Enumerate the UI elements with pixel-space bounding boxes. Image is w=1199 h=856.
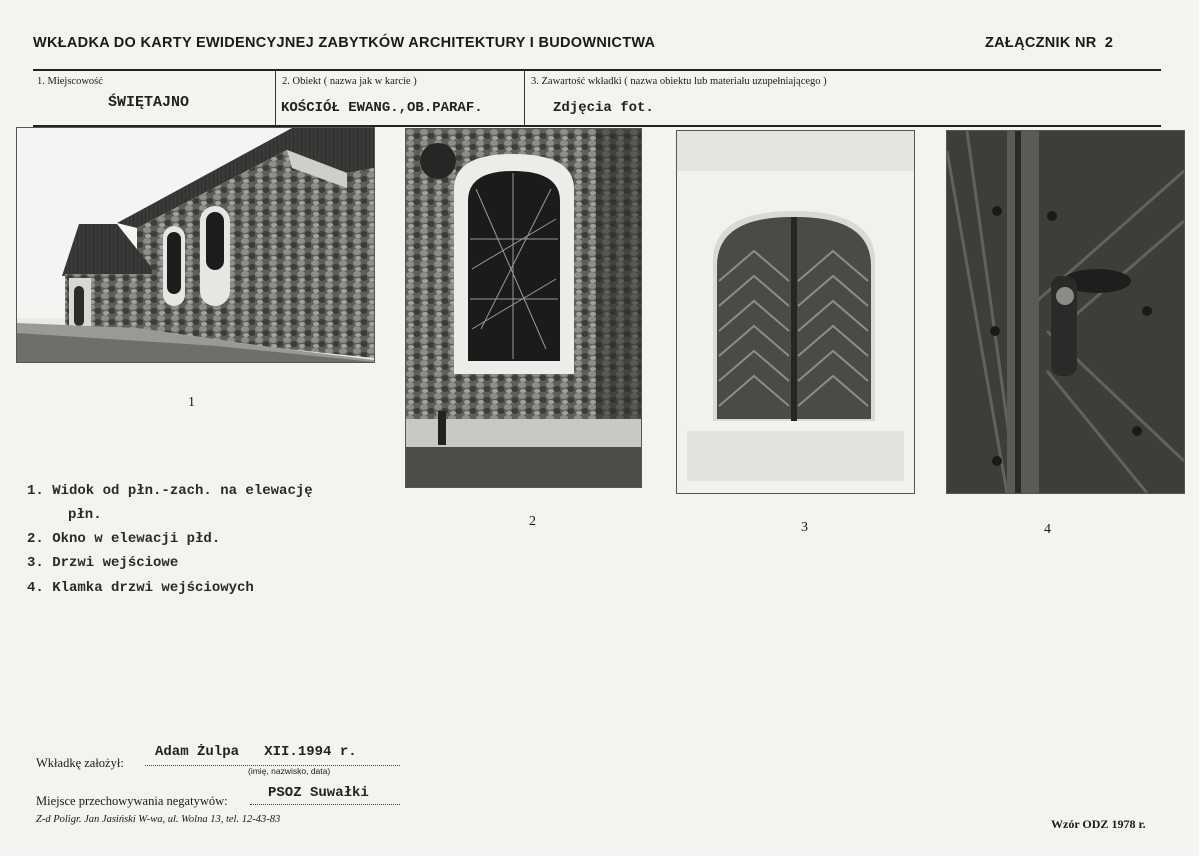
table-divider-1 (275, 69, 276, 126)
photo-2-window (405, 128, 642, 488)
attachment-label (985, 35, 1114, 52)
document-title: WKŁADKA DO KARTY EWIDENCYJNEJ ZABYTKÓW ARCHITEKTURY I BUDOWNICTWA (33, 35, 656, 51)
object-label: 2. Obiekt ( nazwa jak w karcie ) (282, 76, 417, 87)
locality-value: ŚWIĘTAJNO (108, 94, 190, 111)
photo-2-number: 2 (529, 514, 536, 529)
photo-4-number: 4 (1044, 522, 1051, 537)
content-label: 3. Zawartość wkładki ( nazwa obiektu lub materiału uzupełniającego ) (531, 76, 827, 87)
table-top-line (33, 69, 1161, 71)
author-label: Wkładkę założył: (36, 756, 124, 770)
caption-1-continued: płn. (68, 507, 102, 523)
caption-4: 4. Klamka drzwi wejściowych (27, 580, 254, 596)
locality-label: 1. Miejscowość (37, 76, 103, 87)
photo-4-image (947, 131, 1184, 493)
author-hint: (imię, nazwisko, data) (248, 766, 331, 776)
photo-1-number: 1 (188, 395, 195, 410)
caption-2: 2. Okno w elewacji płd. (27, 531, 221, 547)
photo-1-church-view (16, 127, 375, 363)
attachment-number: 2 (1104, 36, 1114, 52)
form-model: Wzór ODZ 1978 r. (1051, 817, 1146, 831)
object-value: KOŚCIÓŁ EWANG.,OB.PARAF. (281, 100, 483, 116)
table-divider-2 (524, 69, 525, 126)
photo-2-image (406, 129, 641, 487)
photo-1-image (17, 128, 374, 362)
author-value: Adam Żulpa XII.1994 r. (155, 744, 357, 760)
caption-3: 3. Drzwi wejściowe (27, 555, 179, 571)
attachment-label-text: ZAŁĄCZNIK NR (985, 35, 1097, 51)
photo-3-doors (676, 130, 915, 494)
storage-value: PSOZ Suwałki (268, 785, 369, 801)
photo-3-number: 3 (801, 520, 808, 535)
caption-1: 1. Widok od płn.-zach. na elewację (27, 483, 313, 499)
printer-info: Z-d Poligr. Jan Jasiński W-wa, ul. Wolna 13, tel. 12-43-83 (36, 814, 281, 825)
photo-4-door-handle (946, 130, 1185, 494)
storage-label: Miejsce przechowywania negatywów: (36, 794, 228, 808)
photo-3-image (677, 131, 914, 493)
content-value: Zdjęcia fot. (553, 100, 654, 116)
